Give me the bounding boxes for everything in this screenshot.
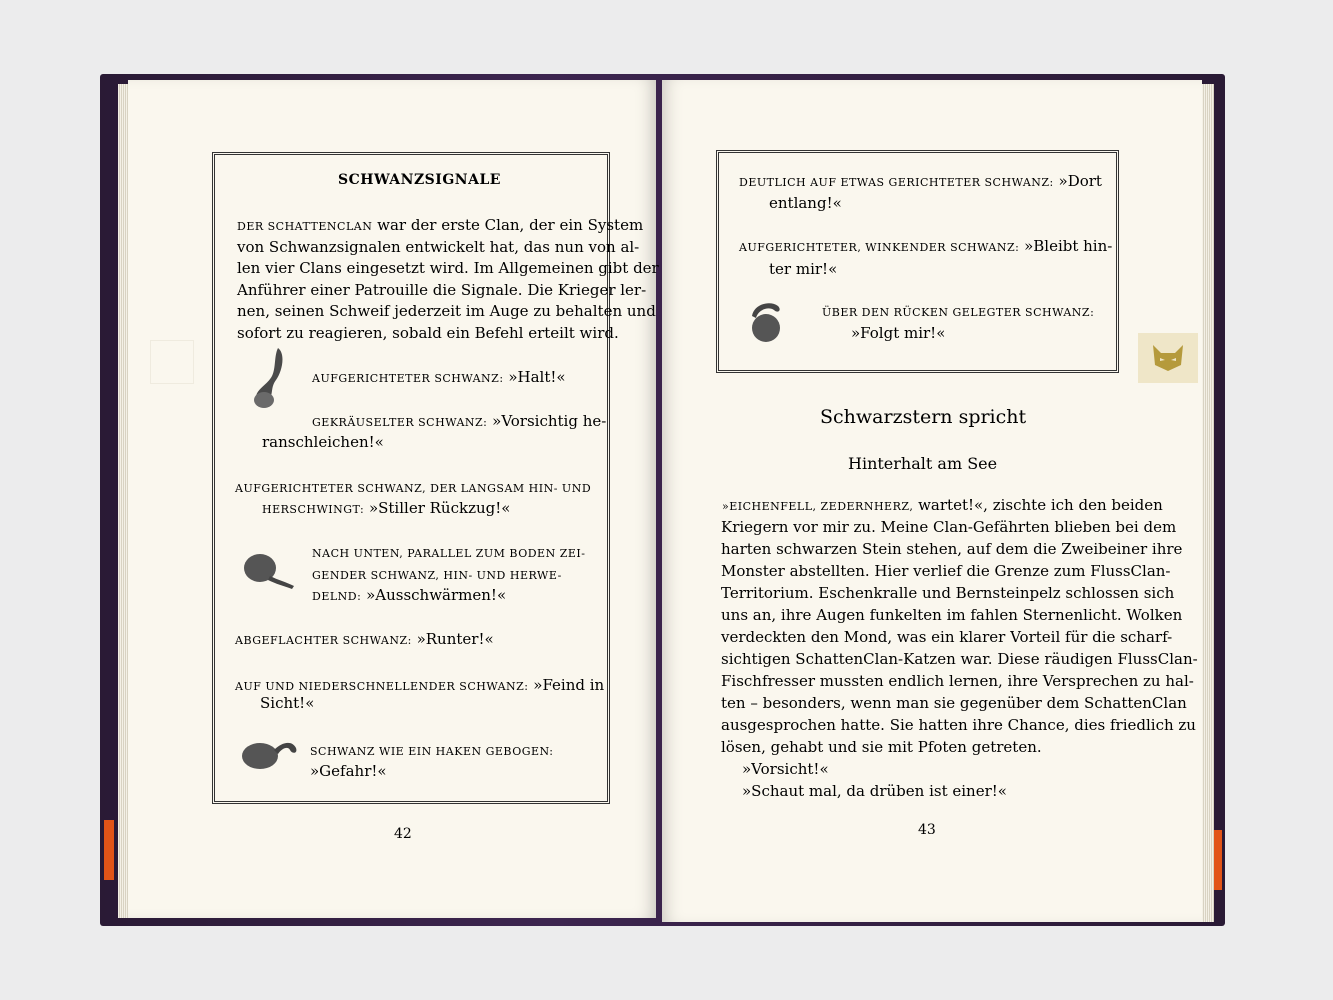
signal-line: entlang!« <box>769 194 842 212</box>
cover-accent-right <box>1214 830 1222 890</box>
intro-line: Anführer einer Patrouille die Signale. Die Krieger ler- <box>237 281 647 299</box>
signal-line: ÜBER DEN RÜCKEN GELEGTER SCHWANZ: <box>822 306 1095 319</box>
signal-line: AUFGERICHTETER, WINKENDER SCHWANZ: »Bleibt hin- <box>739 237 1113 255</box>
signal-line: AUF UND NIEDERSCHNELLENDER SCHWANZ: »Feind in <box>235 676 605 694</box>
chapter-title: Schwarzstern spricht <box>820 406 1027 428</box>
body-line: Fischfresser mussten endlich lernen, ihre Versprechen zu hal- <box>721 672 1194 690</box>
signal-line: HERSCHWINGT: »Stiller Rückzug!« <box>262 499 511 517</box>
signal-line: ABGEFLACHTER SCHWANZ: »Runter!« <box>235 630 494 648</box>
body-line: verdeckten den Mond, was ein klarer Vorteil für die scharf- <box>721 628 1173 646</box>
signal-line: NACH UNTEN, PARALLEL ZUM BODEN ZEI- <box>312 547 586 560</box>
cat-tail-over-back-illustration <box>744 296 796 348</box>
section-heading: SCHWANZSIGNALE <box>338 172 501 188</box>
intro-line: len vier Clans eingesetzt wird. Im Allgemeinen gibt der <box>237 259 659 277</box>
intro-line: DER SCHATTENCLAN war der erste Clan, der ein System <box>237 216 644 234</box>
signal-line: SCHWANZ WIE EIN HAKEN GEBOGEN: <box>310 745 554 758</box>
body-line: sichtigen SchattenClan-Katzen war. Diese räudigen FlussClan- <box>721 650 1198 668</box>
signal-line: »Folgt mir!« <box>851 324 946 342</box>
page-number-left: 42 <box>394 826 412 842</box>
body-line: lösen, gehabt und sie mit Pfoten getreten. <box>721 738 1042 756</box>
body-line: »EICHENFELL, ZEDERNHERZ, wartet!«, zischte ich den beiden <box>722 496 1163 514</box>
signal-line: »Gefahr!« <box>310 762 387 780</box>
intro-line: von Schwanzsignalen entwickelt hat, das nun von al- <box>237 238 640 256</box>
cat-face-icon <box>1151 343 1185 373</box>
body-line: »Schaut mal, da drüben ist einer!« <box>742 782 1007 800</box>
body-line: Monster abstellten. Hier verlief die Grenze zum FlussClan- <box>721 562 1171 580</box>
signal-line: Sicht!« <box>260 694 315 712</box>
body-line: Kriegern vor mir zu. Meine Clan-Gefährten blieben bei dem <box>721 518 1177 536</box>
signal-line: ranschleichen!« <box>262 433 384 451</box>
page-number-right: 43 <box>918 822 936 838</box>
page-edges-right <box>1202 84 1214 922</box>
signal-line: GEKRÄUSELTER SCHWANZ: »Vorsichtig he- <box>312 412 607 430</box>
body-line: »Vorsicht!« <box>742 760 829 778</box>
body-line: uns an, ihre Augen funkelten im fahlen Sternenlicht. Wolken <box>721 606 1183 624</box>
chapter-subtitle: Hinterhalt am See <box>848 454 998 473</box>
intro-line: nen, seinen Schweif jederzeit im Auge zu behalten und <box>237 302 656 320</box>
signal-line: DELND: »Ausschwärmen!« <box>312 586 507 604</box>
cat-tail-hook-illustration <box>238 734 300 776</box>
chapter-tab <box>1138 333 1198 383</box>
signal-line: AUFGERICHTETER SCHWANZ, DER LANGSAM HIN- UND <box>235 482 592 495</box>
body-line: ten – besonders, wenn man sie gegenüber dem SchattenClan <box>721 694 1187 712</box>
signal-line: DEUTLICH AUF ETWAS GERICHTETER SCHWANZ: »Dort <box>739 172 1102 190</box>
intro-line: sofort zu reagieren, sobald ein Befehl erteilt wird. <box>237 324 619 342</box>
body-line: ausgesprochen hatte. Sie hatten ihre Chance, dies friedlich zu <box>721 716 1196 734</box>
body-line: harten schwarzen Stein stehen, auf dem die Zweibeiner ihre <box>721 540 1183 558</box>
page-edges-left <box>118 84 128 918</box>
signal-line: ter mir!« <box>769 260 838 278</box>
cat-tail-up-illustration <box>248 344 290 412</box>
body-line: Territorium. Eschenkralle und Bernsteinpelz schlossen sich <box>721 584 1175 602</box>
cover-accent-left <box>104 820 114 880</box>
signal-line: AUFGERICHTETER SCHWANZ: »Halt!« <box>312 368 566 386</box>
cat-tail-down-illustration <box>240 546 296 590</box>
signal-line: GENDER SCHWANZ, HIN- UND HERWE- <box>312 569 562 582</box>
show-through-mark <box>150 340 194 384</box>
